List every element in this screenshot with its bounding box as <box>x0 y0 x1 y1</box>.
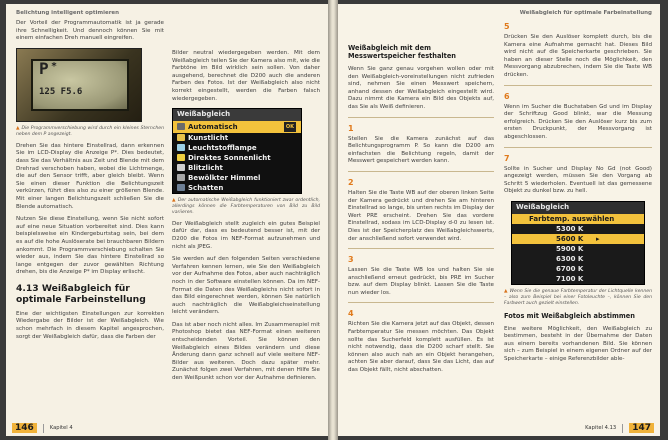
step-number: 1 <box>348 123 354 133</box>
paragraph: Wenn Sie ganz genau vorgehen wollen oder mit den Weißabgleich-voreinstellungen nicht zufrieden sind, nehmen Sie einen Messwert speichern, anhand dessen der Weißabgleich eingestellt wird. Dazu nimmt die Kamera ein Bild des Objekts auf, das Sie als Weiß definieren. <box>348 66 494 110</box>
footer-divider <box>43 424 44 433</box>
lcd-star: * <box>51 60 58 72</box>
cloud-icon <box>177 174 185 181</box>
kelvin-option: 6300 K <box>556 254 584 263</box>
menu-item: Leuchtstofflampe <box>173 143 301 153</box>
step-text: Drücken Sie den Auslöser komplett durch, bis die Kamera eine Aufnahme gemacht hat. Dieses Bild wird nicht auf die Speicherkarte geschrieben. Sie haben an dieser Stelle noch die Möglichkeit, den Messvorgang abzubrechen, indem Sie die Taste WB drücken. <box>504 34 652 78</box>
white-balance-menu <box>172 108 302 194</box>
step-number: 7 <box>504 153 510 163</box>
divider <box>504 85 652 86</box>
subsection-heading: Fotos mit Weißabgleich abstimmen <box>504 311 635 320</box>
flash-icon <box>177 164 185 171</box>
divider <box>348 302 494 303</box>
kelvin-option: 6700 K <box>556 264 584 273</box>
menu-title: Weißabgleich <box>512 202 644 214</box>
step-text: Lassen Sie die Taste WB los und halten Sie sie anschließend erneut gedrückt, bis PRE im Sucher bzw. auf dem Display blinkt. Lassen Sie die Taste nun wieder los. <box>348 267 494 296</box>
menu-item: Blitzlicht <box>173 163 301 173</box>
step-text: Sollte in Sucher und Display No Gd (not Good) angezeigt werden, müssen Sie den Vorgang ab Schritt 5 wiederholen. Eventuell ist das gemessene Objekt zu dunkel bzw. zu hell. <box>504 165 652 195</box>
camera-lcd-photo <box>16 48 142 122</box>
chapter-label: Kapitel 4 <box>49 425 73 431</box>
kelvin-option: 7100 K <box>556 274 584 283</box>
left-page <box>6 4 328 436</box>
menu-caption: ▲ Der automatische Weißabgleich funktioniert zwar ordentlich, allerdings können die Farbtemperaturen von Bild zu Bild variieren. <box>172 197 320 215</box>
kelvin-option-selected: 5600 K ▸ <box>512 234 644 244</box>
menu-item: Direktes Sonnenlicht <box>173 153 301 163</box>
step-text: Wenn im Sucher die Buchstaben Gd und im Display der Schriftzug Good blinkt, war die Messung erfolgreich. Drücken Sie den Auslöser kurz bis zum ersten Druckpunkt, der Messvorgang ist abgeschlossen. <box>504 103 652 140</box>
menu-item: Automatisch OK <box>173 121 301 133</box>
photo-caption: ▲ Die Programmverschiebung wird durch ein kleines Sternchen neben dem P angezeigt. <box>16 125 165 137</box>
caption-arrow-icon: ▲ <box>16 125 22 131</box>
menu-item: Kunstlicht <box>173 133 301 143</box>
step-number: 3 <box>348 255 354 265</box>
menu-item: Schatten <box>173 183 301 193</box>
step-text: Halten Sie die Taste WB auf der oberen linken Seite der Kamera gedrückt und drehen Sie am hinteren Einstellrad so lange, bis unten rechts im Display der Wert PRE erscheint. Drehen Sie das vordere Einstellrad, sodass im LCD-Display d-0 zu lesen ist. Dies ist der Speicherplatz des Weißabgleichswerts, der anschließend sofort verwendet wird. <box>348 189 494 242</box>
step-number: 6 <box>504 91 510 101</box>
right-column-2 <box>504 20 652 368</box>
paragraph: Eine weitere Möglichkeit, den Weißabgleich zu bestimmen, besteht in der Übernahme der Daten aus einem bereits vorhandenen Bild. Sie können sich – zum Beispiel in einem eigenen Ordner auf der Speicherkarte – einige Referenzbilder able- <box>504 325 652 362</box>
lcd-display <box>31 59 129 111</box>
right-column-1 <box>348 42 494 380</box>
divider <box>504 147 652 148</box>
subsection-heading: Weißabgleich mit dem Messwertspeicher festhalten <box>348 44 456 60</box>
step-number: 2 <box>348 177 354 187</box>
lcd-mode: P <box>39 58 49 78</box>
chapter-label: Kapitel 4.13 <box>585 425 617 431</box>
kelvin-option: 5300 K <box>556 224 584 233</box>
running-head: Weißabgleich für optimale Farbeinstellung <box>519 10 652 16</box>
page-footer <box>12 423 73 433</box>
fluorescent-icon <box>177 144 185 151</box>
paragraph: Das ist aber noch nicht alles. Im Zusammenspiel mit Photoshop bietet das NEF-Format einen weiteren entscheidenden Vorteil. Sie können den Weißabgleich eines Bildes verändern und diese Änderung dann ganz schnell auf viele weitere NEF-Bilder aus weiteren. Doch dazu später mehr. Zunächst folgen zwei Verfahren, mit denen Hilfe Sie den Weißpunkt schon vor der Aufnahme definieren. <box>172 321 320 382</box>
caption-arrow-icon: ▲ <box>504 288 510 294</box>
page-footer <box>585 423 654 433</box>
divider <box>348 248 494 249</box>
book-gutter <box>328 0 338 440</box>
paragraph: Bilder neutral wiedergegeben werden. Mit dem Weißabgleich teilen Sie der Kamera also mit, wie die Farbtöne im Bild wirklich sein sollen. Von daher ausgehend, berechnet die D200 auch die anderen Farben des Fotos. Ist der Weißabgleich also nicht korrekt eingestellt, werden die Farben falsch wiedergegeben. <box>172 50 320 102</box>
page-number: 147 <box>629 423 654 433</box>
paragraph: Drehen Sie das hintere Einstellrad, dann erkennen Sie im LCD-Display die Anzeige P*. Dies bedeutet, dass Sie das Verhältnis aus Zeit und Blende mit dem Drehrad verschoben haben, wobei die Lichtmenge, die auf den Sensor trifft, aber gleich bleibt. Wenn Sie einen dieser Funktion die Belichtungszeit verkürzen, führt dies also zu einer größeren Blende. Mit einer langen Belichtungszeit schließen Sie die Blende automatisch. <box>16 142 164 210</box>
auto-wb-icon <box>177 123 185 130</box>
step-number: 4 <box>348 309 354 319</box>
paragraph: Der Vorteil der Programmautomatik ist ja gerade ihre Schnelligkeit. Und dennoch können Sie mit einem einfachen Dreh manuell eingreifen. <box>16 20 164 42</box>
lcd-values: 125 F5.6 <box>39 86 83 97</box>
section-heading: 4.13 Weißabgleich für optimale Farbeinstellung <box>16 282 146 305</box>
divider <box>348 117 494 118</box>
menu-item: Bewölkter Himmel <box>173 173 301 183</box>
right-page <box>338 4 660 436</box>
left-column-2 <box>172 50 320 388</box>
divider <box>348 171 494 172</box>
sun-icon <box>177 154 185 161</box>
caption-arrow-icon: ▲ <box>172 197 178 203</box>
menu-title: Weißabgleich <box>173 109 301 121</box>
bulb-icon <box>177 134 185 141</box>
left-column-1 <box>16 20 164 346</box>
menu-subtitle: Farbtemp. auswählen <box>512 214 644 224</box>
paragraph: Nutzen Sie diese Einstellung, wenn Sie nicht sofort auf eine neue Situation vorbereitet sind. Dies kann beispielsweise ein Kindergeburtstag sein, bei dem es auf die hohe Auslöserate bei brauchbaren Bildern ankommt. Die Programmverschiebung schalten Sie wieder aus, indem Sie das hintere Einstellrad so lange entgegen der zuvor gewählten Richtung drehen, bis die Anzeige P* im Display erlischt. <box>16 216 164 276</box>
arrow-right-icon: ▸ <box>596 234 600 243</box>
step-text: Richten Sie die Kamera jetzt auf das Objekt, dessen Farbtemperatur Sie messen möchten. Das Objekt sollte das Sucherfeld komplett ausfüllen. Es ist nicht notwendig, dass die D200 scharf stellt. Sie können also auch nah an ein Objekt herangehen, achten Sie aber darauf, dass Sie das Licht, das auf das Objekt fällt, nicht abschatten. <box>348 321 494 374</box>
paragraph: Sie werden auf den folgenden Seiten verschiedene Verfahren kennen lernen, wie Sie den Weißabgleich vor der Aufnahme des Fotos, aber auch nachträglich noch in der Software einstellen können. Da im NEF-Format die Daten des Weißabgleichs nicht sofort in das Bild eingerechnet werden, können Sie natürlich auch nachträglich die Weißabgleichseinstellung leicht verändern. <box>172 256 320 316</box>
step-text: Stellen Sie die Kamera zunächst auf das Belichtungsprogramm P. So kann die D200 am einfachsten die Belichtung regeln, damit der Messwert gespeichert werden kann. <box>348 135 494 165</box>
kelvin-option: 5900 K <box>556 244 584 253</box>
footer-divider <box>622 424 623 433</box>
paragraph: Der Weißabgleich stellt zugleich ein gutes Beispiel dafür dar, dass es bedeutend besser ist, mit der D200 die Fotos im NEF-Format aufzunehmen und nicht als JPEG. <box>172 220 320 250</box>
paragraph: Eine der wichtigsten Einstellungen zur korrekten Wiedergabe der Bilder ist der Weißabgleich. Wie schon mehrfach in diesem Kapitel angesprochen, sorgt der Weißabgleich dafür, dass die Farben der <box>16 310 164 340</box>
page-number: 146 <box>12 423 37 433</box>
ok-badge: OK <box>283 121 297 133</box>
color-temperature-menu <box>511 201 645 285</box>
kelvin-caption: ▲ Wenn Sie die genaue Farbtemperatur der Lichtquelle kennen – also zum Beispiel bei einer Fotoleuchte –, können Sie den Farbwert auch gezielt einstellen. <box>504 288 652 306</box>
shade-icon <box>177 184 185 191</box>
step-number: 5 <box>504 22 510 31</box>
running-head: Belichtung intelligent optimieren <box>16 10 120 16</box>
